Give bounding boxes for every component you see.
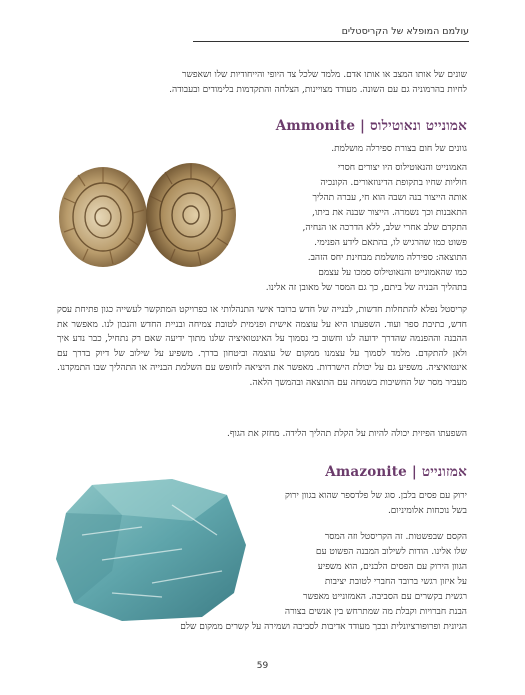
amazonite-body-line: רגשית בקשרים עם הסביבה. האמזונייט מאפשר <box>303 592 467 602</box>
amazonite-body-line: הבנת חברויות וקבלת מה שמתרחש בין אנשים בצורה <box>284 607 467 617</box>
ammonite-body-line: כמו שהאמונייט והנאוטילוס סמכו על עצמם <box>318 268 467 278</box>
title-hebrew: אמזונייט | <box>406 464 467 480</box>
ammonite-body-line: התאבנות וכך נשמרה. הייצור שבנה את ביתו, <box>312 208 467 218</box>
section-title-ammonite <box>276 118 467 134</box>
ammonite-subtitle: גוונים של חום בצורת ספירלה מושלמת. <box>331 144 467 154</box>
ammonite-body-line: התוצאה: ספירלה מושלמת מבחינת יחס הזהב. <box>307 253 467 263</box>
intro-line-1: שונים של אותו המצב או אותו אדם. מלמד שלכל צד היופי והייחודיות שלו ושאפשר <box>182 70 467 80</box>
amazonite-subtitle-line: בשל נוכחות אלומיניום. <box>387 506 467 516</box>
intro-line-2: לחיות בהרמוניה גם עם השונה. מעודד מצויינות, הצלחה והתקדמות בלימודים ובעבודה. <box>169 85 467 95</box>
ammonite-body-line: האמונייט והנאוטילוס היו יצורים חסרי <box>337 163 467 173</box>
running-header: עולמם המופלא של הקריסטלים <box>341 26 469 37</box>
ammonite-body-line: בתהליך הבניה של ביתם, כך גם המסר של מאובן זה אלינו. <box>265 283 467 293</box>
amazonite-body-line: שלו אלינו. הודות לשילוב המבנה הפשוט עם <box>315 547 467 557</box>
title-hebrew: אמונייט ונאוטילוס | <box>355 118 467 134</box>
ammonite-body-line: התקדם שלב אחרי שלב, ללא הדרכה או הנחיה, <box>302 223 467 233</box>
amazonite-subtitle-line: ירוק עם פסים בלבן. סוג של פלדספר שהוא בגוון ירוק <box>284 491 467 501</box>
amazonite-stone-image <box>52 475 250 625</box>
amazonite-body-line: הגיונית ופרופורציונלית ובכך מעודד אדיבות לסביבה ושמירה על קשרים ממקום שלם <box>180 622 467 632</box>
title-latin: Amazonite <box>325 464 407 480</box>
title-latin: Ammonite <box>275 118 356 134</box>
amazonite-body-line: הקסם שבפשטות. זה הקריסטל וזה המסר <box>324 532 467 542</box>
ammonite-body-line: פשוט כמו שהרגיש לו, בהתאם לידע הפנימי. <box>314 238 467 248</box>
ammonite-body-line: אותה הייצור בנה ושבה הוא חי, עברה תהליך <box>312 193 467 203</box>
ammonite-paragraph-2: קריסטל נפלא להתחלות חדשות, לבנייה של חדש ברובד אישי התנהלותי או כפרויקט המתקשר לעשייה כגון פתיחת עסק חדש, כתיבת ספר ועוד. השפעתו היא על עוצמה אישית ופנימית לטובת צמיחה ובניית החדש והנכון לנו. מאפשר את ההבנה וההפנמה שהדרך ידועה לנו וחשוב כי נסמוך על האינטואיציה שלנו מתוך ידיעה שאם רק נתחיל, כבר נדע איך ולאן להתקדם. מלמד לסמוך על עצמנו ממקום של עוצמה וביטחון בדרך. משפיע על שילוב של דיוק בדרך עם אינטואיציה. משפיע גם על יכולת הישרדות. מאפשר את היציאה לחופש עם השלמת הבנייה או התהליך שבו התמקדנו. מעביר מסר של החשיבות בשמחה עם התוצאה ובהמשך הלאה. <box>57 305 467 388</box>
ammonite-fossil-image <box>58 160 238 270</box>
ammonite-paragraph-3: השפעתו הפיזית יכולה להיות על הקלת תהליך הלידה. מחזק את הגוף. <box>227 429 467 439</box>
section-title-amazonite <box>325 464 467 480</box>
header-rule <box>193 41 469 42</box>
amazonite-body-line: על איזון רגשי ברובד החברי לטובת יציבות <box>324 577 467 587</box>
amazonite-body-line: הגוון הירוק עם הפסים הלבנים, הוא משפיע <box>317 562 467 572</box>
ammonite-body-line: חוליות שחיו בתקופת הדינוזאורים. הקונכיה <box>320 178 467 188</box>
page-number: 59 <box>256 661 269 671</box>
